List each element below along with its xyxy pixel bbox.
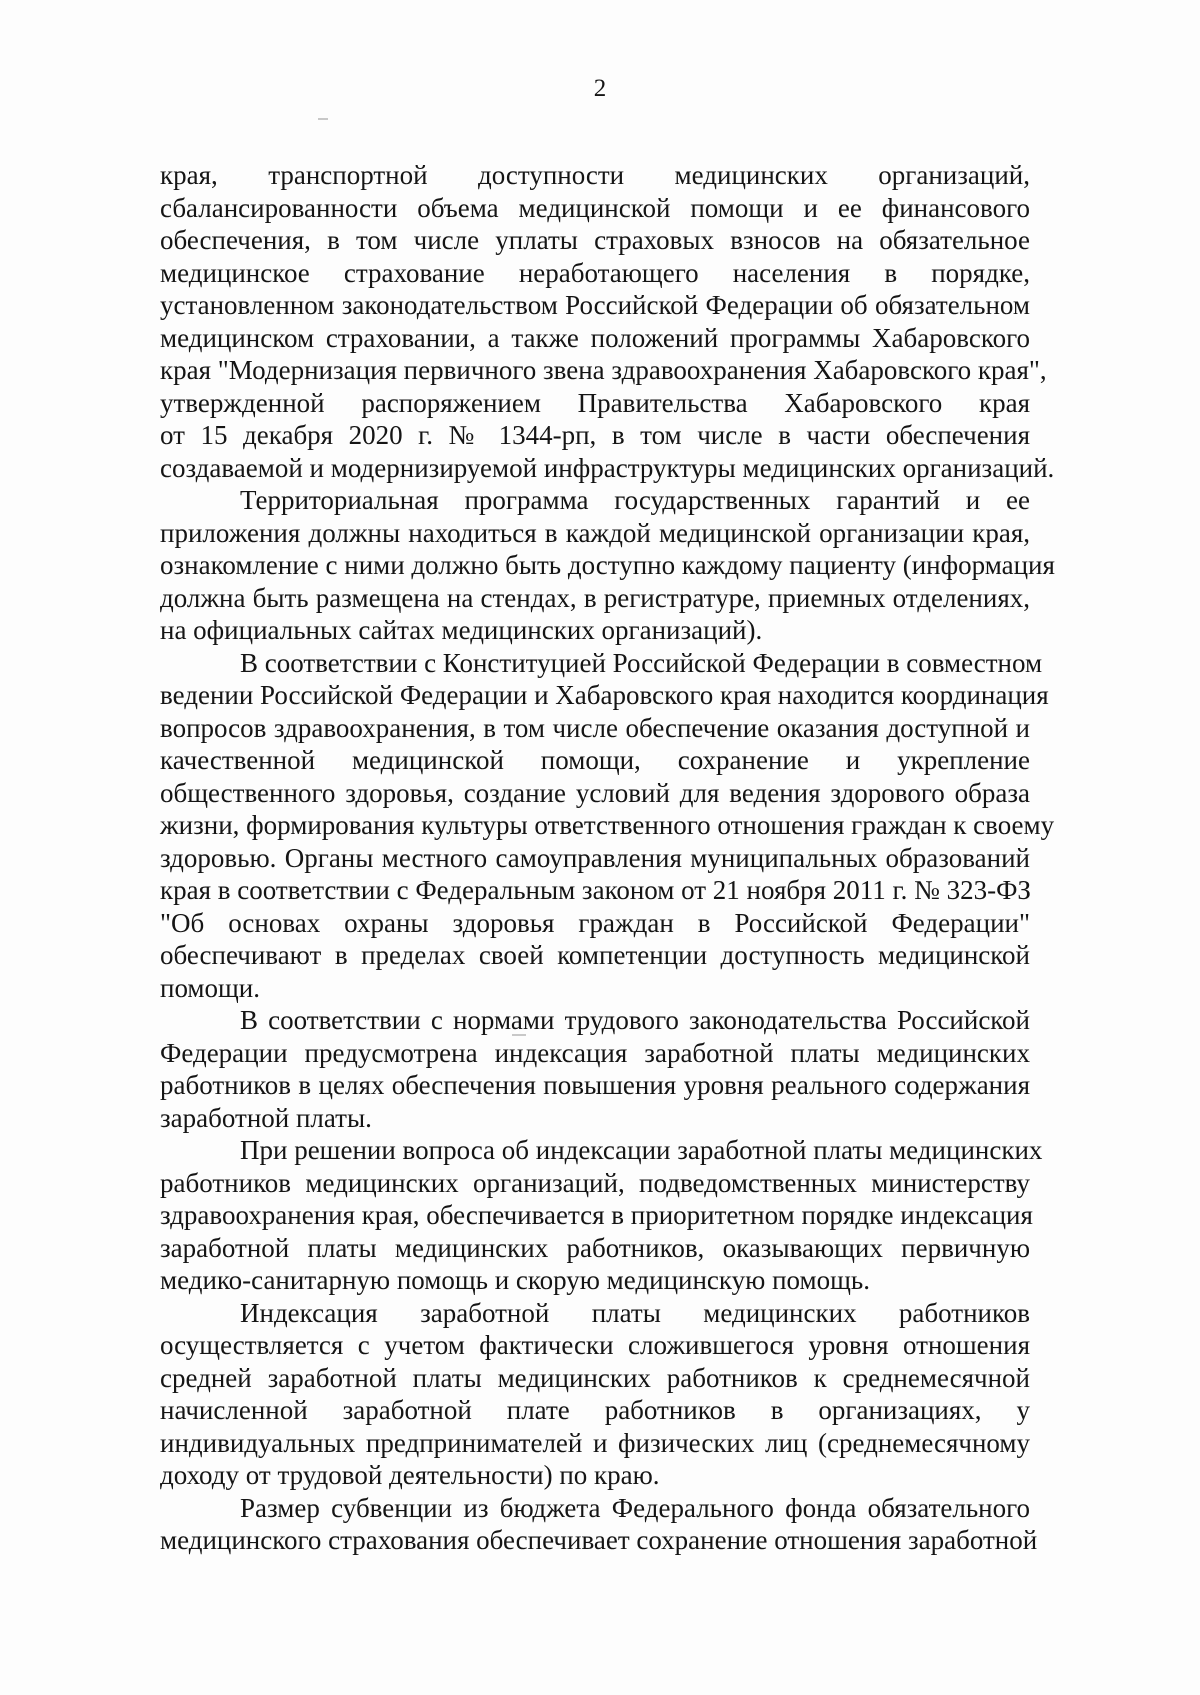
paragraph <box>160 484 1055 647</box>
paragraph-line: края, транспортной доступности медицинских организаций, <box>160 160 1030 190</box>
paragraph-line: от 15 декабря 2020 г. № 1344-рп, в том числе в части обеспечения <box>160 420 1030 450</box>
paragraph-line: ознакомление с ними должно быть доступно каждому пациенту (информация <box>160 550 1055 580</box>
paragraph-line: В соответствии с нормами трудового законодательства Российской <box>240 1005 1030 1035</box>
paragraph-line: жизни, формирования культуры ответственного отношения граждан к своему <box>160 810 1055 840</box>
paragraph-line: сбалансированности объема медицинской помощи и ее финансового <box>160 192 1030 223</box>
paragraph <box>160 159 1055 484</box>
paragraph-line: общественного здоровья, создание условий для ведения здорового образа <box>160 777 1030 808</box>
paragraph <box>160 647 1055 1005</box>
paragraph-line: здоровью. Органы местного самоуправления муниципальных образований <box>160 842 1030 873</box>
paragraph-line: обеспечения, в том числе уплаты страховых взносов на обязательное <box>160 225 1030 255</box>
paragraph-line: В соответствии с Конституцией Российской Федерации в совместном <box>240 647 1043 678</box>
paragraph-line: "Об основах охраны здоровья граждан в Российской Федерации" <box>160 907 1030 938</box>
paragraph-line: индивидуальных предпринимателей и физических лиц (среднемесячному <box>160 1427 1030 1458</box>
paragraph-line: осуществляется с учетом фактически сложившегося уровня отношения <box>160 1330 1030 1360</box>
paragraph <box>160 1297 1030 1492</box>
paragraph-line: заработной платы медицинских работников, оказывающих первичную <box>160 1232 1030 1263</box>
paragraph-line: медицинского страхования обеспечивает сохранение отношения заработной <box>160 1525 1038 1555</box>
document-body <box>160 159 1055 1557</box>
paragraph-line: Федерации предусмотрена индексация заработной платы медицинских <box>160 1037 1030 1068</box>
paragraph <box>160 1004 1030 1134</box>
paragraph-line: медико-санитарную помощь и скорую медицинскую помощь. <box>160 1265 870 1295</box>
paragraph-line: Индексация заработной платы медицинских работников <box>240 1297 1030 1328</box>
paragraph-line: здравоохранения края, обеспечивается в приоритетном порядке индексация <box>160 1200 1033 1230</box>
paragraph-line: Размер субвенции из бюджета Федерального фонда обязательного <box>240 1492 1030 1523</box>
paragraph-line: заработной платы. <box>160 1102 372 1133</box>
paragraph-line: приложения должны находиться в каждой медицинской организации края, <box>160 517 1030 548</box>
paragraph-line: начисленной заработной плате работников в организациях, у <box>160 1395 1030 1425</box>
paragraph-line: утвержденной распоряжением Правительства Хабаровского края <box>160 387 1030 418</box>
paragraph-line: вопросов здравоохранения, в том числе обеспечение оказания доступной и <box>160 712 1030 743</box>
paragraph-line: помощи. <box>160 972 261 1003</box>
paragraph-line: работников в целях обеспечения повышения уровня реального содержания <box>160 1070 1030 1100</box>
scan-speck <box>318 118 328 120</box>
paragraph-line: средней заработной платы медицинских работников к среднемесячной <box>160 1362 1030 1393</box>
paragraph-line: должна быть размещена на стендах, в регистратуре, приемных отделениях, <box>160 582 1030 613</box>
paragraph-line: Территориальная программа государственных гарантий и ее <box>240 485 1030 515</box>
paragraph-line: доходу от трудовой деятельности) по краю. <box>160 1460 660 1490</box>
paragraph-line: обеспечивают в пределах своей компетенции доступность медицинской <box>160 940 1030 970</box>
paragraph-line: При решении вопроса об индексации заработной платы медицинских <box>240 1135 1043 1165</box>
paragraph-line: установленном законодательством Российской Федерации об обязательном <box>160 290 1030 320</box>
paragraph-line: края "Модернизация первичного звена здравоохранения Хабаровского края", <box>160 355 1047 385</box>
paragraph-line: качественной медицинской помощи, сохранение и укрепление <box>160 745 1030 775</box>
paragraph <box>160 1492 1038 1557</box>
paragraph-line: медицинском страховании, а также положений программы Хабаровского <box>160 322 1030 353</box>
paragraph-line: на официальных сайтах медицинских организаций). <box>160 615 763 645</box>
page-number: 2 <box>593 75 607 102</box>
paragraph-line: работников медицинских организаций, подведомственных министерству <box>160 1167 1030 1198</box>
paragraph-line: медицинское страхование неработающего населения в порядке, <box>160 257 1030 288</box>
paragraph-line: ведении Российской Федерации и Хабаровского края находится координация <box>160 680 1049 710</box>
paragraph <box>160 1134 1043 1297</box>
paragraph-line: создаваемой и модернизируемой инфраструктуры медицинских организаций. <box>160 452 1055 483</box>
paragraph-line: края в соответствии с Федеральным законом от 21 ноября 2011 г. № 323-ФЗ <box>160 875 1031 905</box>
